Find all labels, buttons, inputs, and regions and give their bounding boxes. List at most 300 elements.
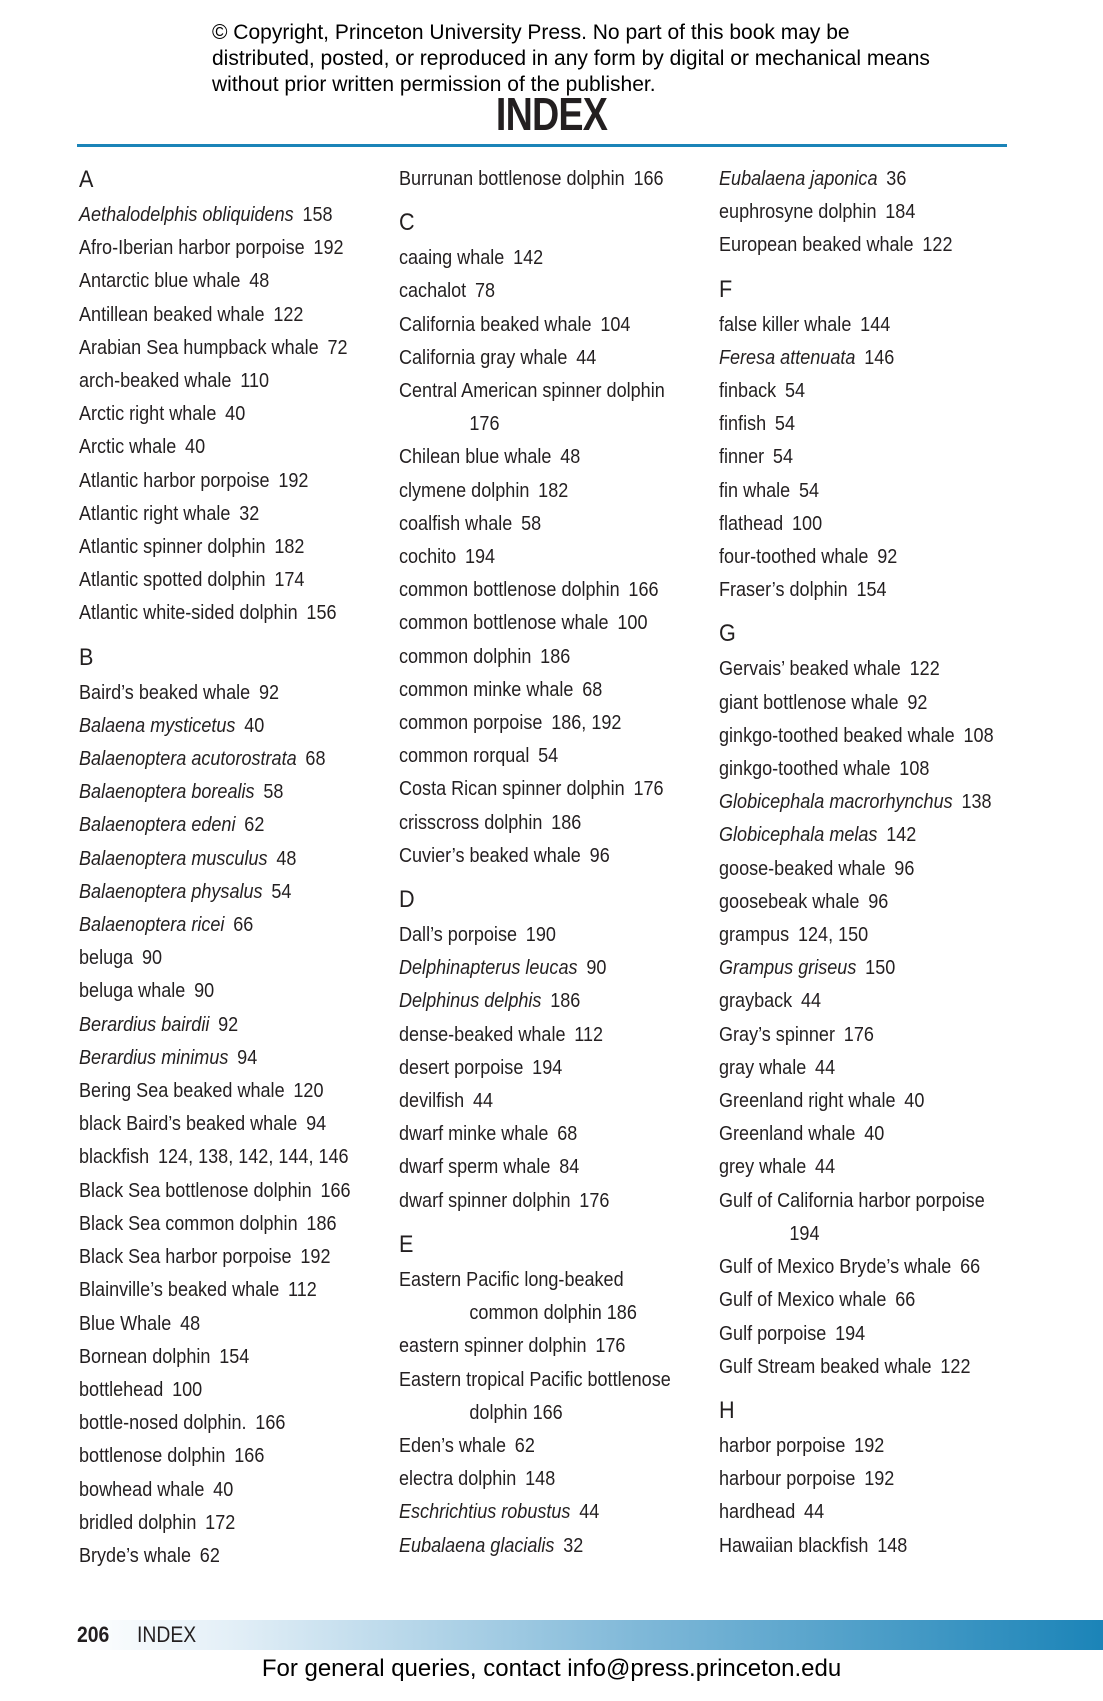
index-entry-name: ginkgo-toothed beaked whale xyxy=(719,723,955,747)
index-entry xyxy=(719,195,1036,228)
index-column-3 xyxy=(719,162,1029,1562)
page-title: INDEX xyxy=(495,88,608,140)
index-entry xyxy=(79,231,396,264)
index-entry xyxy=(719,1350,1036,1383)
index-entry-name: Bornean dolphin xyxy=(79,1344,211,1368)
index-entry-pages: 54 xyxy=(774,412,796,436)
index-entry-name: gray whale xyxy=(719,1055,807,1079)
index-entry xyxy=(79,1074,396,1107)
index-entry xyxy=(79,1273,396,1306)
index-entry-pages: 184 xyxy=(885,200,916,224)
index-entry-name: beluga whale xyxy=(79,979,186,1003)
index-entry-name: desert porpoise xyxy=(399,1055,524,1079)
index-entry xyxy=(79,397,396,430)
index-entry-name: Balaenoptera borealis xyxy=(79,780,255,804)
index-entry-name: Arctic whale xyxy=(79,435,177,459)
index-entry xyxy=(719,951,1036,984)
index-entry-name: false killer whale xyxy=(719,312,852,336)
index-entry-name: clymene dolphin xyxy=(399,478,530,502)
index-entry-name: Hawaiian blackfish xyxy=(719,1533,869,1557)
index-entry-name: Antarctic blue whale xyxy=(79,269,241,293)
index-entry-pages: 92 xyxy=(877,545,898,569)
index-entry-pages: 166 xyxy=(255,1411,286,1435)
index-entry-name: finback xyxy=(719,379,777,403)
index-entry xyxy=(79,1439,396,1472)
index-entry-pages: 96 xyxy=(894,856,915,880)
index-entry-pages: 166 xyxy=(234,1444,265,1468)
index-entry-pages: 48 xyxy=(180,1311,201,1335)
index-entry-name: Cuvier’s beaked whale xyxy=(399,843,581,867)
index-entry-continuation: dolphin 166 xyxy=(469,1400,563,1424)
index-entry-name: dwarf spinner dolphin xyxy=(399,1188,571,1212)
index-entry-name: California beaked whale xyxy=(399,312,592,336)
index-entry-name: Atlantic spotted dolphin xyxy=(79,568,266,592)
index-entry-pages: 166 xyxy=(628,578,659,602)
index-entry-name: ginkgo-toothed whale xyxy=(719,757,891,781)
index-entry-pages: 192 xyxy=(864,1467,895,1491)
index-entry-name: finner xyxy=(719,445,765,469)
index-entry xyxy=(399,1429,716,1462)
index-entry-continuation: common dolphin 186 xyxy=(469,1301,637,1325)
index-entry-name: bottlenose dolphin xyxy=(79,1444,226,1468)
index-entry xyxy=(79,1373,396,1406)
index-entry-pages: 92 xyxy=(907,690,928,714)
index-entry-pages: 192 xyxy=(300,1245,331,1269)
index-entry-pages: 144 xyxy=(860,312,891,336)
index-entry-pages: 186 xyxy=(540,644,571,668)
index-entry-pages: 66 xyxy=(960,1255,981,1279)
index-letter-heading: F xyxy=(719,275,733,303)
index-entry-pages: 150 xyxy=(865,956,896,980)
index-entry xyxy=(399,739,716,772)
index-entry-name: bottlehead xyxy=(79,1377,164,1401)
index-entry-name: Arabian Sea humpback whale xyxy=(79,335,319,359)
index-entry-name: Eastern Pacific long-beaked xyxy=(399,1267,624,1291)
index-entry-name: flathead xyxy=(719,511,784,535)
index-entry-name: Gray’s spinner xyxy=(719,1022,835,1046)
footer-section-label: INDEX xyxy=(137,1622,197,1647)
index-entry-name: Balaenoptera physalus xyxy=(79,879,263,903)
index-entry xyxy=(79,709,396,742)
index-entry xyxy=(719,984,1036,1017)
index-entry-pages: 122 xyxy=(909,657,940,681)
index-entry-name: coalfish whale xyxy=(399,511,513,535)
index-entry-name: arch-beaked whale xyxy=(79,369,232,393)
index-entry-pages: 182 xyxy=(274,535,305,559)
index-entry-name: Baird’s beaked whale xyxy=(79,680,251,704)
index-entry-name: Atlantic harbor porpoise xyxy=(79,468,270,492)
index-entry-pages: 176 xyxy=(595,1334,626,1358)
index-entry-name: Afro-Iberian harbor porpoise xyxy=(79,236,305,260)
index-entry-name: California gray whale xyxy=(399,345,568,369)
index-entry-pages: 54 xyxy=(784,379,806,403)
index-entry-pages: 146 xyxy=(864,345,895,369)
index-entry-name: common bottlenose whale xyxy=(399,611,609,635)
index-entry xyxy=(719,1051,1036,1084)
index-entry xyxy=(399,1462,716,1495)
index-entry xyxy=(719,507,1036,540)
index-entry xyxy=(79,430,396,463)
index-letter-heading: G xyxy=(719,620,736,648)
index-entry xyxy=(719,652,1036,685)
footer-bar xyxy=(77,1620,1103,1650)
index-entry xyxy=(79,1307,396,1340)
index-entry-pages: 44 xyxy=(472,1089,494,1113)
index-entry-pages: 48 xyxy=(249,269,270,293)
index-entry xyxy=(399,606,716,639)
index-entry-pages: 58 xyxy=(521,511,542,535)
index-entry xyxy=(719,885,1036,918)
index-entry-name: Bryde’s whale xyxy=(79,1543,191,1567)
contact-line: For general queries, contact info@press.princeton.edu xyxy=(261,1655,842,1682)
index-entry-pages: 104 xyxy=(600,312,631,336)
index-entry-name: beluga xyxy=(79,946,134,970)
index-entry-pages: 40 xyxy=(244,713,265,737)
page-number: 206 xyxy=(77,1622,110,1647)
index-entry xyxy=(399,1084,716,1117)
index-entry-name: Balaenoptera edeni xyxy=(79,813,236,837)
index-entry xyxy=(719,228,1036,261)
index-entry xyxy=(719,1462,1036,1495)
index-entry-name: devilfish xyxy=(399,1089,465,1113)
index-entry xyxy=(79,464,396,497)
index-entry xyxy=(719,540,1036,573)
index-entry-pages: 54 xyxy=(772,445,794,469)
index-entry-pages: 40 xyxy=(864,1122,885,1146)
index-entry xyxy=(399,772,716,805)
index-entry xyxy=(79,563,396,596)
index-entry xyxy=(79,1539,396,1572)
index-entry xyxy=(719,440,1036,473)
index-entry xyxy=(719,1283,1036,1316)
index-entry-name: Eubalaena japonica xyxy=(719,167,878,190)
index-entry xyxy=(399,341,716,374)
index-entry xyxy=(719,1117,1036,1150)
index-entry xyxy=(79,875,396,908)
index-entry-name: Globicephala melas xyxy=(719,823,878,847)
index-entry-pages: 142 xyxy=(513,246,544,270)
index-entry-pages: 44 xyxy=(801,989,822,1013)
index-entry-name: Gulf of California harbor porpoise xyxy=(719,1188,985,1212)
index-entry-pages: 112 xyxy=(288,1278,317,1302)
index-entry-pages: 156 xyxy=(306,601,337,625)
index-entry xyxy=(399,162,716,195)
index-entry-name: Berardius bairdii xyxy=(79,1012,210,1036)
index-entry xyxy=(719,374,1036,407)
index-entry xyxy=(719,407,1036,440)
index-entry-pages: 58 xyxy=(263,780,284,804)
index-entry-pages: 62 xyxy=(199,1543,220,1567)
index-entry xyxy=(719,1084,1036,1117)
index-entry-pages: 44 xyxy=(576,345,597,369)
index-entry-name: giant bottlenose whale xyxy=(719,690,899,714)
index-entry-name: Eastern tropical Pacific bottlenose xyxy=(399,1367,671,1391)
index-entry-pages: 40 xyxy=(185,435,206,459)
index-entry xyxy=(79,808,396,841)
index-entry xyxy=(719,1317,1036,1350)
index-entry-pages: 176 xyxy=(843,1022,874,1046)
index-entry-name: harbour porpoise xyxy=(719,1467,856,1491)
index-entry-pages: 66 xyxy=(233,913,254,937)
index-entry-name: dense-beaked whale xyxy=(399,1022,566,1046)
index-entry-continuation: 194 xyxy=(789,1221,820,1245)
index-entry-pages: 44 xyxy=(804,1500,825,1524)
index-entry-name: Burrunan bottlenose dolphin xyxy=(399,167,625,190)
index-entry-name: dwarf minke whale xyxy=(399,1122,549,1146)
index-entry-pages: 176 xyxy=(579,1188,610,1212)
index-entry-pages: 182 xyxy=(538,478,569,502)
index-entry-name: black Baird’s beaked whale xyxy=(79,1112,298,1136)
index-entry-name: Berardius minimus xyxy=(79,1045,229,1069)
index-entry-pages: 96 xyxy=(589,843,610,867)
index-entry-name: Dall’s porpoise xyxy=(399,923,518,947)
index-entry xyxy=(719,719,1036,752)
index-entry-pages: 44 xyxy=(579,1500,600,1524)
index-entry xyxy=(399,806,716,839)
index-entry-pages: 194 xyxy=(532,1055,563,1079)
index-entry-pages: 54 xyxy=(799,478,820,502)
index-entry xyxy=(79,596,396,629)
index-entry-name: Greenland whale xyxy=(719,1122,856,1146)
index-entry-name: grayback xyxy=(719,989,793,1013)
index-entry-pages: 40 xyxy=(904,1089,925,1113)
index-entry-pages: 68 xyxy=(305,747,326,771)
index-entry xyxy=(399,951,716,984)
index-entry-pages: 192 xyxy=(854,1433,885,1457)
index-entry xyxy=(79,1340,396,1373)
index-entry xyxy=(79,1240,396,1273)
index-entry xyxy=(399,839,716,872)
index-entry xyxy=(719,752,1036,785)
index-entry-name: Chilean blue whale xyxy=(399,445,552,469)
index-entry-pages: 78 xyxy=(474,279,496,303)
index-entry xyxy=(79,742,396,775)
index-entry-pages: 176 xyxy=(633,777,664,801)
index-entry-name: Gulf of Mexico Bryde’s whale xyxy=(719,1255,952,1279)
index-entry-name: harbor porpoise xyxy=(719,1433,846,1457)
index-entry-name: bowhead whale xyxy=(79,1477,205,1501)
index-entry-pages: 186, 192 xyxy=(551,711,622,735)
index-entry-pages: 166 xyxy=(320,1178,351,1202)
index-entry-pages: 122 xyxy=(273,302,304,326)
index-entry-name: blackfish xyxy=(79,1145,150,1169)
index-entry xyxy=(719,1184,1036,1250)
index-entry-name: Delphinus delphis xyxy=(399,989,542,1013)
index-entry-name: Atlantic white-sided dolphin xyxy=(79,601,298,625)
index-entry xyxy=(399,706,716,739)
index-entry-name: Delphinapterus leucas xyxy=(399,956,578,980)
index-entry xyxy=(399,918,716,951)
index-entry-pages: 40 xyxy=(213,1477,234,1501)
index-entry xyxy=(399,1363,716,1429)
index-entry-name: Eschrichtius robustus xyxy=(399,1500,571,1524)
index-entry-pages: 138 xyxy=(961,790,992,814)
index-entry-pages: 154 xyxy=(856,578,887,602)
index-entry-pages: 186 xyxy=(550,989,581,1013)
index-entry-name: common minke whale xyxy=(399,677,574,701)
index-entry xyxy=(399,507,716,540)
index-entry-name: finfish xyxy=(719,412,767,436)
index-entry xyxy=(719,474,1036,507)
index-entry-pages: 44 xyxy=(815,1055,836,1079)
index-entry xyxy=(719,1495,1036,1528)
index-entry-name: Balaenoptera acutorostrata xyxy=(79,747,297,771)
index-column-1 xyxy=(79,162,389,1572)
index-entry xyxy=(399,241,716,274)
index-entry-name: goose-beaked whale xyxy=(719,856,886,880)
index-entry xyxy=(79,1107,396,1140)
index-entry xyxy=(79,1140,396,1173)
index-entry xyxy=(79,364,396,397)
index-letter-heading: B xyxy=(79,643,94,671)
index-entry-name: Black Sea harbor porpoise xyxy=(79,1245,292,1269)
index-entry-pages: 90 xyxy=(586,956,607,980)
index-entry xyxy=(79,298,396,331)
index-entry-pages: 110 xyxy=(240,369,270,393)
index-entry-name: cachalot xyxy=(399,279,467,303)
index-entry xyxy=(719,1018,1036,1051)
index-entry xyxy=(399,1529,716,1562)
index-entry-pages: 96 xyxy=(868,889,889,913)
index-entry-name: Central American spinner dolphin xyxy=(399,379,665,403)
index-entry-pages: 62 xyxy=(514,1433,535,1457)
index-entry xyxy=(399,984,716,1017)
index-entry-pages: 54 xyxy=(271,879,292,903)
index-entry-pages: 148 xyxy=(525,1467,556,1491)
index-entry-pages: 68 xyxy=(582,677,603,701)
index-entry xyxy=(79,941,396,974)
index-entry xyxy=(719,785,1036,818)
index-entry-name: dwarf sperm whale xyxy=(399,1155,551,1179)
index-entry-pages: 100 xyxy=(172,1377,203,1401)
index-entry-name: Gulf of Mexico whale xyxy=(719,1288,887,1312)
index-entry xyxy=(719,1150,1036,1183)
index-entry-name: Feresa attenuata xyxy=(719,345,856,369)
index-entry-pages: 54 xyxy=(538,744,559,768)
index-entry xyxy=(719,1429,1036,1462)
index-entry-name: electra dolphin xyxy=(399,1467,517,1491)
index-entry xyxy=(79,1008,396,1041)
index-entry-name: bottle-nosed dolphin. xyxy=(79,1411,247,1435)
index-entry-name: European beaked whale xyxy=(719,233,914,257)
index-entry-name: Greenland right whale xyxy=(719,1089,896,1113)
index-entry-pages: 192 xyxy=(313,236,344,260)
index-entry-pages: 172 xyxy=(205,1510,236,1534)
index-entry xyxy=(79,198,396,231)
index-entry-pages: 190 xyxy=(525,923,556,947)
index-entry-pages: 174 xyxy=(274,568,305,592)
index-entry-name: Eubalaena glacialis xyxy=(399,1533,555,1557)
index-entry-pages: 142 xyxy=(886,823,917,847)
index-entry xyxy=(79,775,396,808)
index-entry-pages: 124, 138, 142, 144, 146 xyxy=(157,1145,349,1169)
index-entry-pages: 108 xyxy=(963,723,994,747)
index-entry xyxy=(719,852,1036,885)
index-entry-name: eastern spinner dolphin xyxy=(399,1334,587,1358)
index-entry-pages: 186 xyxy=(306,1211,337,1235)
index-entry-pages: 90 xyxy=(194,979,215,1003)
index-entry-pages: 100 xyxy=(617,611,648,635)
index-entry-name: Globicephala macrorhynchus xyxy=(719,790,953,814)
index-entry-name: Atlantic right whale xyxy=(79,501,231,525)
index-entry xyxy=(719,918,1036,951)
index-entry xyxy=(399,374,716,440)
index-entry-pages: 186 xyxy=(551,810,582,834)
index-entry-pages: 192 xyxy=(278,468,309,492)
index-entry-pages: 66 xyxy=(895,1288,916,1312)
index-entry xyxy=(399,640,716,673)
index-entry xyxy=(79,1174,396,1207)
index-entry xyxy=(719,686,1036,719)
index-entry xyxy=(719,341,1036,374)
index-entry-name: Black Sea bottlenose dolphin xyxy=(79,1178,312,1202)
index-entry xyxy=(399,673,716,706)
index-entry xyxy=(719,162,1036,195)
index-entry xyxy=(399,1117,716,1150)
index-entry-pages: 108 xyxy=(899,757,930,781)
index-entry xyxy=(79,264,396,297)
index-entry-name: fin whale xyxy=(719,478,791,502)
index-entry-pages: 62 xyxy=(244,813,265,837)
index-entry-name: common porpoise xyxy=(399,711,543,735)
index-entry-name: Fraser’s dolphin xyxy=(719,578,848,602)
index-entry xyxy=(79,842,396,875)
index-entry xyxy=(399,1263,716,1329)
index-entry-pages: 48 xyxy=(560,445,581,469)
index-letter-heading: D xyxy=(399,886,415,914)
index-entry xyxy=(399,1150,716,1183)
index-entry-name: Eden’s whale xyxy=(399,1433,506,1457)
index-entry-name: cochito xyxy=(399,545,457,569)
index-entry-name: Blue Whale xyxy=(79,1311,172,1335)
index-entry-name: grampus xyxy=(719,923,790,947)
index-entry xyxy=(79,1506,396,1539)
index-entry-name: hardhead xyxy=(719,1500,796,1524)
index-entry-name: bridled dolphin xyxy=(79,1510,197,1534)
index-entry xyxy=(399,474,716,507)
index-entry-pages: 194 xyxy=(835,1321,866,1345)
index-entry xyxy=(719,573,1036,606)
index-entry-name: grey whale xyxy=(719,1155,807,1179)
index-entry-pages: 44 xyxy=(815,1155,836,1179)
index-entry-pages: 90 xyxy=(141,946,163,970)
index-entry-pages: 32 xyxy=(563,1533,584,1557)
index-entry xyxy=(719,1529,1036,1562)
index-entry-pages: 94 xyxy=(306,1112,327,1136)
index-entry-pages: 68 xyxy=(557,1122,578,1146)
index-entry xyxy=(79,1207,396,1240)
index-entry-pages: 94 xyxy=(237,1045,258,1069)
index-entry-continuation: 176 xyxy=(469,412,500,436)
index-entry xyxy=(79,676,396,709)
index-entry-name: Atlantic spinner dolphin xyxy=(79,535,266,559)
index-entry xyxy=(399,1051,716,1084)
index-entry xyxy=(719,818,1036,851)
index-entry-pages: 166 xyxy=(633,167,664,190)
index-entry xyxy=(399,440,716,473)
index-entry-name: common bottlenose dolphin xyxy=(399,578,620,602)
index-entry-pages: 48 xyxy=(276,846,297,870)
index-entry-name: crisscross dolphin xyxy=(399,810,543,834)
index-column-2 xyxy=(399,162,709,1562)
index-entry-name: Blainville’s beaked whale xyxy=(79,1278,280,1302)
index-entry xyxy=(719,1250,1036,1283)
index-entry-name: caaing whale xyxy=(399,246,505,270)
copyright-notice: © Copyright, Princeton University Press. No part of this book may be distributed, posted, or reproduced in any form by digital or mechanical means without prior written permission of the publisher. xyxy=(212,21,930,96)
index-entry-pages: 72 xyxy=(327,335,348,359)
index-entry-pages: 92 xyxy=(218,1012,239,1036)
index-entry-pages: 194 xyxy=(464,545,496,569)
